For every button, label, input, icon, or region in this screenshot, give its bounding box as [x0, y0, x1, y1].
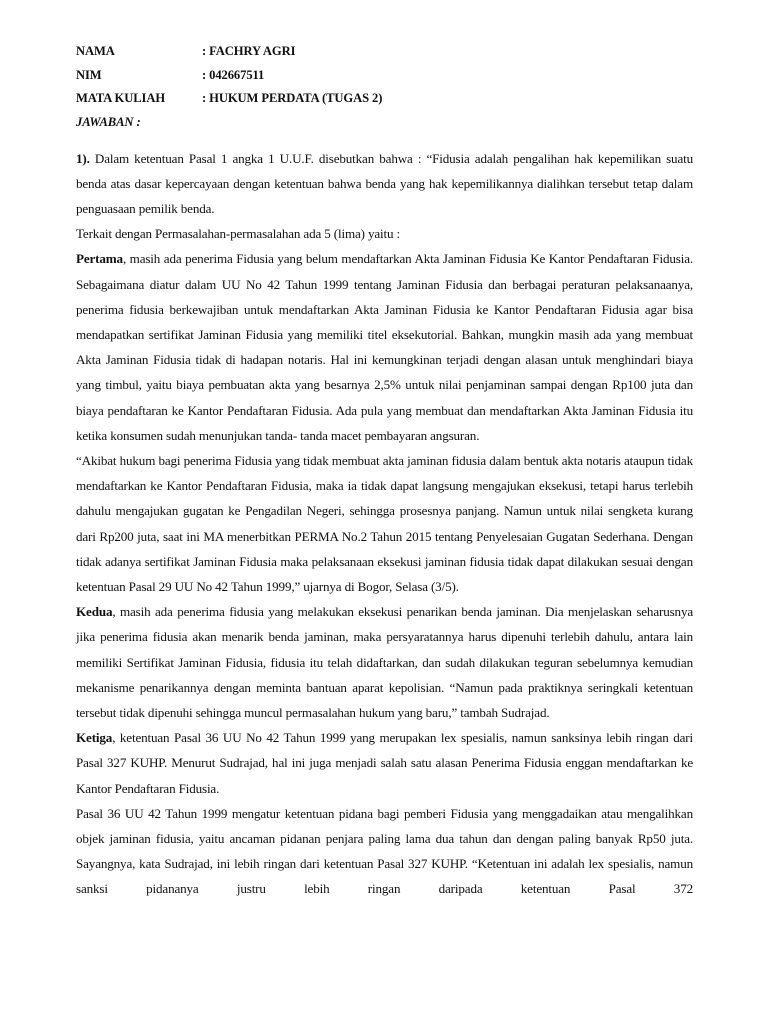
paragraph-quote — [76, 448, 693, 599]
paragraph-kedua-text: , masih ada penerima fidusia yang melakukan eksekusi penarikan benda jaminan. Dia menjelaskan seharusnya jika penerima fidusia akan menarik benda jaminan, maka persyaratannya harus dipenuhi terlebih dahulu, antara lain memiliki Sertifikat Jaminan Fidusia, fidusia itu telah didaftarkan, dan sudah dilakukan teguran sebelumnya kemudian mekanisme penarikannya dengan meminta bantuan aparat kepolisian. “Namun pada praktiknya seringkali ketentuan tersebut tidak dipenuhi sehingga muncul permasalahan hukum yang baru,” tambah Sudrajad. — [76, 604, 693, 720]
paragraph-1-number: 1). — [76, 150, 90, 166]
mata-kuliah-value: : HUKUM PERDATA (TUGAS 2) — [202, 91, 383, 105]
paragraph-1 — [76, 146, 693, 222]
jawaban-label: JAWABAN : — [76, 114, 141, 129]
paragraph-2 — [76, 221, 693, 246]
answer-body — [76, 146, 693, 902]
nim-label: NIM — [76, 67, 102, 82]
paragraph-1-text: Dalam ketentuan Pasal 1 angka 1 U.U.F. disebutkan bahwa : “Fidusia adalah pengalihan hak kepemilikan suatu benda atas dasar kepercayaan dengan ketentuan bahwa benda yang hak kepemilikannya dialihkan tersebut tetap dalam penguasaan pemilik benda. — [76, 150, 693, 216]
nim-row — [76, 64, 696, 88]
paragraph-pasal-36 — [76, 801, 693, 902]
paragraph-kedua — [76, 599, 693, 725]
nama-label: NAMA — [76, 44, 115, 58]
nama-row — [76, 40, 696, 64]
paragraph-pertama — [76, 246, 693, 448]
paragraph-ketiga — [76, 725, 693, 801]
mata-kuliah-row — [76, 87, 696, 111]
jawaban-row — [76, 111, 696, 135]
paragraph-ketiga-lead: Ketiga — [76, 730, 113, 746]
paragraph-pertama-text: , masih ada penerima Fidusia yang belum mendaftarkan Akta Jaminan Fidusia Ke Kantor Pendaftaran Fidusia. Sebagaimana diatur dalam UU No 42 Tahun 1999 tentang Jaminan Fidusia dan berbagai peraturan pelaksanaanya, penerima fidusia berkewajiban untuk mendaftarkan Akta Jaminan Fidusia ke Kantor Pendaftaran Fidusia agar bisa mendapatkan sertifikat Jaminan Fidusia yang memiliki titel eksekutorial. Bahkan, mungkin masih ada yang membuat Akta Jaminan Fidusia tidak di hadapan notaris. Hal ini kemungkinan terjadi dengan alasan untuk menghindari biaya yang timbul, yaitu biaya pembuatan akta yang besarnya 2,5% untuk nilai penjaminan sampai dengan Rp100 juta dan biaya pendaftaran ke Kantor Pendaftaran Fidusia. Ada pula yang membuat dan mendaftarkan Akta Jaminan Fidusia itu ketika konsumen sudah menunjukan tanda- tanda macet pembayaran angsuran. — [76, 251, 693, 443]
student-info-header — [76, 40, 696, 134]
paragraph-pasal-36-text: Pasal 36 UU 42 Tahun 1999 mengatur ketentuan pidana bagi pemberi Fidusia yang menggadaikan atau mengalihkan objek jaminan fidusia, yaitu ancaman pidanan penjara paling lama dua tahun dan dengan paling banyak Rp50 juta. Sayangnya, kata Sudrajad, ini lebih ringan dari ketentuan Pasal 327 KUHP. “Ketentuan ini adalah lex spesialis, namun sanksi pidananya justru lebih ringan daripada ketentuan Pasal 372 — [76, 805, 693, 897]
mata-kuliah-label: MATA KULIAH — [76, 91, 166, 105]
paragraph-kedua-lead: Kedua — [76, 604, 113, 620]
paragraph-pertama-lead: Pertama — [76, 251, 123, 267]
paragraph-2-text: Terkait dengan Permasalahan-permasalahan ada 5 (lima) yaitu : — [76, 226, 401, 242]
paragraph-quote-text: “Akibat hukum bagi penerima Fidusia yang tidak membuat akta jaminan fidusia dalam bentuk akta notaris ataupun tidak mendaftarkan ke Kantor Pendaftaran Fidusia, maka ia tidak dapat langsung mengajukan eksekusi, tetapi harus terlebih dahulu mengajukan gugatan ke Pengadilan Negeri, sehingga prosesnya panjang. Namun untuk nilai sengketa kurang dari Rp200 juta, saat ini MA menerbitkan PERMA No.2 Tahun 2015 tentang Penyelesaian Gugatan Sederhana. Dengan tidak adanya sertifikat Jaminan Fidusia maka pelaksanaan eksekusi jaminan fidusia tidak dapat dilakukan sesuai dengan ketentuan Pasal 29 UU No 42 Tahun 1999,” ujarnya di Bogor, Selasa (3/5). — [76, 452, 693, 594]
paragraph-ketiga-text: , ketentuan Pasal 36 UU No 42 Tahun 1999 yang merupakan lex spesialis, namun sanksinya lebih ringan dari Pasal 327 KUHP. Menurut Sudrajad, hal ini juga menjadi salah satu alasan Penerima Fidusia enggan mendaftarkan ke Kantor Pendaftaran Fidusia. — [76, 730, 693, 796]
nama-value: : FACHRY AGRI — [202, 44, 296, 58]
nim-value: : 042667511 — [202, 67, 265, 82]
